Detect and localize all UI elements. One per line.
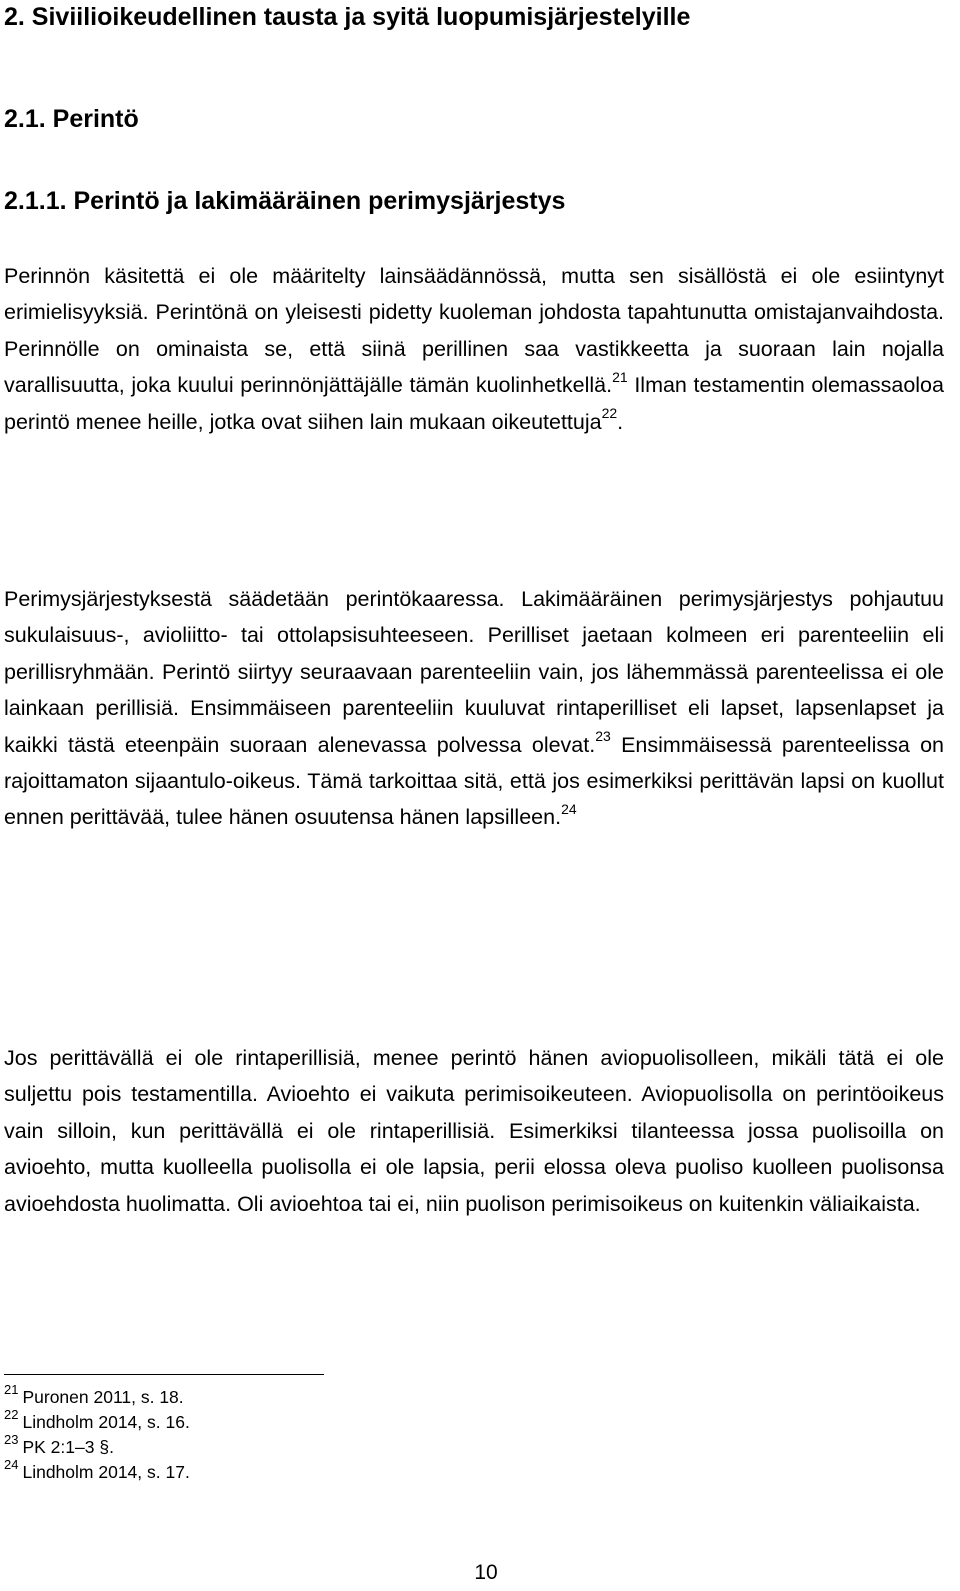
footnote-number: 24 bbox=[4, 1457, 19, 1473]
footnote-number: 21 bbox=[4, 1382, 19, 1398]
footnote-24 bbox=[4, 1457, 604, 1485]
page-number: 10 bbox=[474, 1561, 498, 1584]
footnotes bbox=[4, 1382, 604, 1485]
footnote-21 bbox=[4, 1382, 604, 1410]
section-heading: 2.1. Perintö bbox=[4, 105, 139, 133]
footnote-ref-21[interactable]: 21 bbox=[612, 369, 628, 386]
footnote-text: Puronen 2011, s. 18. bbox=[22, 1387, 184, 1407]
subsection-heading: 2.1.1. Perintö ja lakimääräinen perimysjärjestys bbox=[4, 187, 566, 215]
paragraph-text: Perinnön käsitettä ei ole määritelty lainsäädännössä, mutta sen sisällöstä ei ole esiintynyt erimielisyyksiä. Perintönä on yleisesti pidetty kuoleman johdosta tapahtunutta omistajanvaihdosta. Perinnölle on ominaista se, että siinä perillinen saa vastikkeetta ja suoraan lain nojalla varallisuutta, joka kuului perinnönjättäjälle tämän kuolinhetkellä. bbox=[4, 264, 944, 398]
footnote-ref-24[interactable]: 24 bbox=[561, 801, 577, 818]
paragraph-spouse-inheritance bbox=[4, 1040, 944, 1222]
footnote-number: 22 bbox=[4, 1407, 19, 1423]
paragraph-text: Perimysjärjestyksestä säädetään perintökaaressa. Lakimääräinen perimysjärjestys pohjautuu sukulaisuus-, avioliitto- tai ottolapsisuhteeseen. Perilliset jaetaan kolmeen eri parenteeliin eli perillisryhmään. Perintö siirtyy seuraavaan parenteeliin vain, jos lähemmässä parenteelissa ei ole lainkaan perillisiä. Ensimmäiseen parenteeliin kuuluvat rintaperilliset eli lapset, lapsenlapset ja kaikki tästä eteenpäin suoraan alenevassa polvessa olevat. bbox=[4, 587, 944, 757]
paragraph-order-of-succession bbox=[4, 581, 944, 836]
paragraph-inheritance-definition bbox=[4, 258, 944, 440]
footnote-text: Lindholm 2014, s. 17. bbox=[22, 1462, 190, 1482]
footnote-22 bbox=[4, 1407, 604, 1435]
paragraph-text: Ensimmäisessä parenteelissa on rajoittamaton sijaantulo-oikeus. Tämä tarkoittaa sitä, että jos esimerkiksi perittävän lapsi on kuollut ennen perittävää, tulee hänen osuutensa hänen lapsilleen. bbox=[4, 732, 944, 830]
paragraph-text: . bbox=[617, 409, 624, 434]
footnote-text: PK 2:1–3 §. bbox=[22, 1437, 114, 1457]
footnote-23 bbox=[4, 1432, 604, 1460]
chapter-heading: 2. Siviilioikeudellinen tausta ja syitä luopumisjärjestelyille bbox=[4, 3, 691, 31]
footnote-number: 23 bbox=[4, 1432, 19, 1448]
paragraph-text: Jos perittävällä ei ole rintaperillisiä, menee perintö hänen aviopuolisolleen, mikäli tätä ei ole suljettu pois testamentilla. Avioehto ei vaikuta perimisoikeuteen. Aviopuolisolla on perintöoikeus vain silloin, kun perittävällä ei ole rintaperillisiä. Esimerkiksi tilanteessa jossa puolisoilla on avioehto, mutta kuolleella puolisolla ei ole lapsia, perii elossa oleva puoliso kuolleen puolisonsa avioehdosta huolimatta. Oli avioehtoa tai ei, niin puolison perimisoikeus on kuitenkin väliaikaista. bbox=[4, 1046, 944, 1216]
footnote-ref-23[interactable]: 23 bbox=[595, 728, 611, 745]
footnote-ref-22[interactable]: 22 bbox=[601, 405, 618, 422]
footnote-text: Lindholm 2014, s. 16. bbox=[22, 1412, 190, 1432]
paragraph-text: Ilman testamentin olemassaoloa perintö menee heille, jotka ovat siihen lain mukaan oikeutettuja bbox=[4, 373, 944, 434]
footnote-separator bbox=[4, 1374, 324, 1375]
